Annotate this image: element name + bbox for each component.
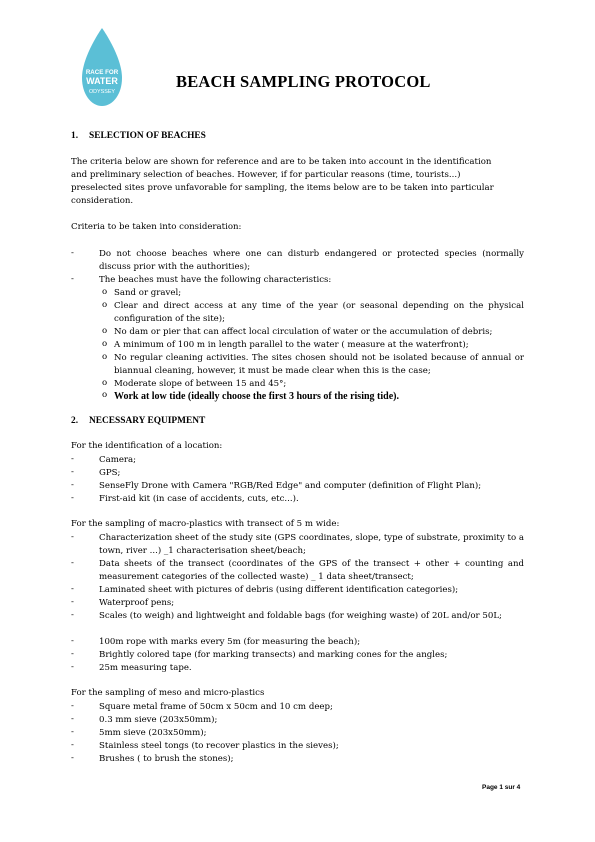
section-2-title: NECESSARY EQUIPMENT <box>89 416 206 426</box>
dash-marker: - <box>71 558 74 568</box>
dash-marker: - <box>71 597 74 607</box>
intro-line: The criteria below are shown for reference and are to be taken into account in the identification <box>71 157 492 167</box>
list-item: Characterization sheet of the study site (GPS coordinates, slope, type of substrate, proximity to a town, river ...) _1 characterisation sheet/beach; <box>99 533 524 556</box>
dash-marker: - <box>71 662 74 672</box>
dash-marker: - <box>71 274 74 284</box>
list-item: Stainless steel tongs (to recover plastics in the sieves); <box>99 741 339 751</box>
list-item: Square metal frame of 50cm x 50cm and 10 cm deep; <box>99 702 333 712</box>
intro-line: preselected sites prove unfavorable for sampling, the items below are to be taken into particular <box>71 183 494 193</box>
list-item: 0.3 mm sieve (203x50mm); <box>99 715 218 725</box>
sub-list-item: Moderate slope of between 15 and 45°; <box>114 379 287 389</box>
bullet-marker: o <box>102 352 108 362</box>
dash-marker: - <box>71 753 74 763</box>
list-item: Camera; <box>99 455 137 465</box>
meso-label: For the sampling of meso and micro-plastics <box>71 688 265 698</box>
dash-marker: - <box>71 467 74 477</box>
list-item: The beaches must have the following characteristics: <box>99 275 332 285</box>
list-item: Data sheets of the transect (coordinates of the GPS of the transect + other + counting and measurement categories of the collected waste) _ 1 data sheet/transect; <box>99 559 524 582</box>
macro-label: For the sampling of macro-plastics with transect of 5 m wide: <box>71 519 340 529</box>
list-item: Laminated sheet with pictures of debris (using different identification categories); <box>99 585 459 595</box>
list-item: 25m measuring tape. <box>99 663 192 673</box>
identification-label: For the identification of a location: <box>71 441 223 451</box>
section-1-intro <box>71 156 524 208</box>
water-drop-logo-icon <box>78 26 126 110</box>
sub-list-item: No regular cleaning activities. The sites chosen should not be isolated because of annual or biannual cleaning, however, it must be made clear when this is the case; <box>114 353 524 376</box>
dash-marker: - <box>71 584 74 594</box>
list-item: 5mm sieve (203x50mm); <box>99 728 207 738</box>
bullet-marker: o <box>102 326 108 336</box>
bullet-marker: o <box>102 390 108 400</box>
dash-marker: - <box>71 701 74 711</box>
bullet-marker: o <box>102 287 108 297</box>
sub-list-item: Clear and direct access at any time of the year (or seasonal depending on the physical configuration of the site); <box>114 301 524 324</box>
bullet-marker: o <box>102 300 108 310</box>
list-item: Scales (to weigh) and lightweight and foldable bags (for weighing waste) of 20L and/or 50L; <box>99 611 502 621</box>
dash-marker: - <box>71 480 74 490</box>
list-item: Brightly colored tape (for marking transects) and marking cones for the angles; <box>99 650 448 660</box>
logo-line1: RACE FOR <box>85 69 119 76</box>
section-2-number: 2. <box>71 416 79 426</box>
criteria-label: Criteria to be taken into consideration: <box>71 222 242 232</box>
dash-marker: - <box>71 493 74 503</box>
dash-marker: - <box>71 532 74 542</box>
logo-line3: ODYSSEY <box>88 89 116 95</box>
sub-list-item: No dam or pier that can affect local circulation of water or the accumulation of debris; <box>114 327 493 337</box>
list-item: GPS; <box>99 468 121 478</box>
dash-marker: - <box>71 740 74 750</box>
dash-marker: - <box>71 727 74 737</box>
dash-marker: - <box>71 649 74 659</box>
logo-line2: WATER <box>86 76 118 86</box>
dash-marker: - <box>71 454 74 464</box>
sub-list-item: Sand or gravel; <box>114 288 182 298</box>
list-item: 100m rope with marks every 5m (for measuring the beach); <box>99 637 361 647</box>
bullet-marker: o <box>102 378 108 388</box>
list-item: Do not choose beaches where one can disturb endangered or protected species (normally discuss prior with the authorities); <box>99 249 524 272</box>
race-for-water-logo <box>78 26 126 110</box>
dash-marker: - <box>71 610 74 620</box>
section-1-title: SELECTION OF BEACHES <box>89 131 206 141</box>
list-item: Waterproof pens; <box>99 598 175 608</box>
list-item: SenseFly Drone with Camera "RGB/Red Edge" and computer (definition of Flight Plan); <box>99 481 482 491</box>
sub-list-item-emphasis: Work at low tide (ideally choose the first 3 hours of the rising tide). <box>114 391 399 402</box>
sub-list-item: A minimum of 100 m in length parallel to the water ( measure at the waterfront); <box>114 340 469 350</box>
dash-marker: - <box>71 714 74 724</box>
list-item: First-aid kit (in case of accidents, cuts, etc...). <box>99 494 299 504</box>
page-title: BEACH SAMPLING PROTOCOL <box>176 72 431 91</box>
list-item: Brushes ( to brush the stones); <box>99 754 234 764</box>
intro-line: consideration. <box>71 196 134 206</box>
dash-marker: - <box>71 248 74 258</box>
page-number: Page 1 sur 4 <box>482 784 521 791</box>
section-2-heading <box>71 416 205 426</box>
section-1-heading <box>71 131 206 141</box>
dash-marker: - <box>71 636 74 646</box>
bullet-marker: o <box>102 339 108 349</box>
intro-line: and preliminary selection of beaches. However, if for particular reasons (time, tourists...) <box>71 170 461 180</box>
section-1-number: 1. <box>71 131 79 141</box>
